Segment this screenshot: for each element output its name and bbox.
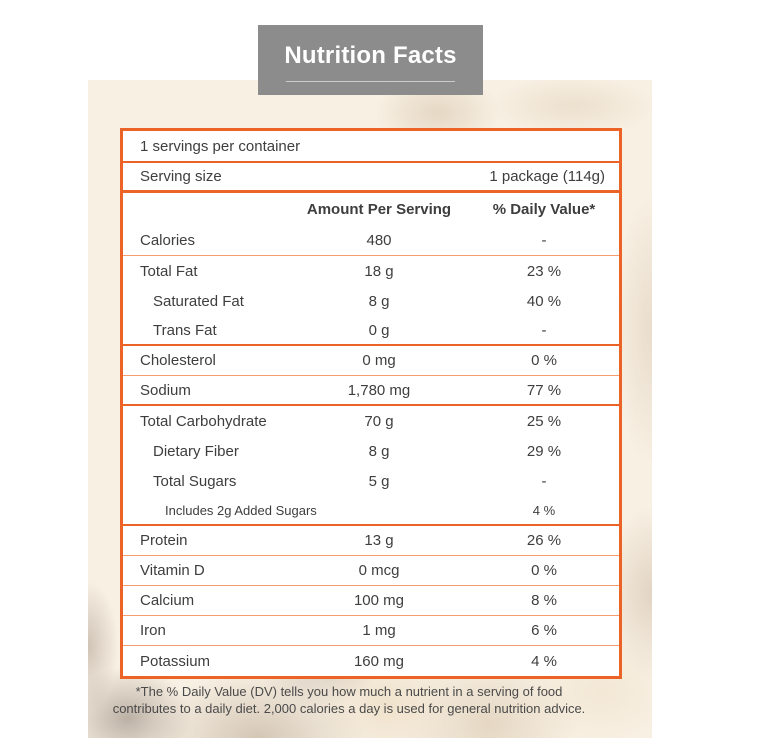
nutrient-amount: 480 — [366, 232, 392, 249]
nutrient-row-vitamin-d — [123, 556, 619, 586]
banner-title: Nutrition Facts — [284, 42, 457, 69]
nutrient-amount: 0 mg — [362, 352, 396, 369]
nutrient-amount: 100 mg — [353, 592, 405, 609]
nutrient-daily-value: 29 % — [526, 442, 562, 460]
nutrient-name: Saturated Fat — [153, 292, 244, 310]
nutrient-daily-value: 40 % — [526, 292, 562, 310]
nutrient-name: Dietary Fiber — [153, 442, 239, 460]
nutrient-amount: 18 g — [364, 262, 394, 280]
nutrient-row-calcium — [123, 586, 619, 616]
nutrient-daily-value: - — [541, 232, 547, 249]
nutrient-daily-value: 8 % — [531, 592, 557, 609]
nutrient-daily-value: 26 % — [526, 532, 562, 549]
nutrient-name: Potassium — [140, 652, 211, 670]
nutrient-name: Vitamin D — [140, 562, 205, 579]
column-header-row — [123, 193, 619, 226]
nutrient-name: Total Carbohydrate — [140, 412, 267, 430]
column-header-amount: Amount Per Serving — [306, 201, 452, 218]
nutrient-amount: 8 g — [368, 292, 390, 310]
nutrient-row-dietary-fiber — [123, 436, 619, 466]
footnote-line-1: *The % Daily Value (DV) tells you how much a nutrient in a serving of food — [135, 684, 563, 699]
nutrient-daily-value: 0 % — [531, 562, 557, 579]
nutrient-daily-value: 6 % — [531, 622, 557, 639]
nutrient-daily-value: 77 % — [526, 381, 562, 399]
nutrient-amount: 5 g — [368, 472, 390, 490]
nutrient-daily-value: - — [541, 472, 547, 490]
serving-size-row — [123, 163, 619, 193]
nutrient-row-added-sugars — [123, 496, 619, 526]
nutrient-row-trans-fat — [123, 316, 619, 346]
nutrient-row-sodium — [123, 376, 619, 406]
nutrient-daily-value: 25 % — [526, 412, 562, 430]
nutrient-row-total-sugars — [123, 466, 619, 496]
nutrient-amount: 70 g — [364, 412, 394, 430]
serving-size-label: Serving size — [140, 168, 222, 185]
nutrient-daily-value: 0 % — [531, 352, 557, 369]
nutrient-row-protein — [123, 526, 619, 556]
servings-per-container-text: 1 servings per container — [140, 137, 301, 155]
nutrient-amount: 160 mg — [353, 652, 405, 670]
nutrient-amount: 0 g — [368, 321, 390, 339]
nutrient-amount: 1 mg — [362, 622, 396, 639]
serving-size-value: 1 package (114g) — [489, 168, 605, 185]
nutrition-facts-banner — [258, 25, 483, 95]
banner-underline — [286, 81, 455, 82]
nutrient-daily-value: 23 % — [526, 262, 562, 280]
nutrient-daily-value: 4 % — [531, 652, 557, 670]
nutrient-name: Iron — [140, 622, 166, 639]
daily-value-footnote — [64, 684, 634, 717]
nutrient-amount: 8 g — [368, 442, 390, 460]
nutrient-row-calories — [123, 226, 619, 256]
nutrient-name: Calcium — [140, 592, 195, 609]
nutrient-name: Total Fat — [140, 262, 198, 280]
column-header-daily-value: % Daily Value* — [492, 201, 596, 218]
nutrient-name: Trans Fat — [153, 321, 217, 339]
nutrient-row-total-fat — [123, 256, 619, 286]
nutrient-amount: 13 g — [364, 532, 394, 549]
nutrient-name: Protein — [140, 532, 188, 549]
nutrition-label-card — [120, 128, 622, 679]
nutrient-name: Includes 2g Added Sugars — [165, 502, 317, 518]
nutrient-daily-value: - — [541, 321, 547, 339]
servings-per-container-row — [123, 131, 619, 163]
nutrient-row-saturated-fat — [123, 286, 619, 316]
nutrient-name: Calories — [140, 232, 196, 249]
nutrient-row-iron — [123, 616, 619, 646]
nutrient-name: Total Sugars — [153, 472, 237, 490]
nutrient-row-cholesterol — [123, 346, 619, 376]
nutrient-daily-value: 4 % — [532, 502, 556, 518]
nutrient-row-potassium — [123, 646, 619, 676]
nutrient-name: Cholesterol — [140, 352, 216, 369]
nutrient-amount: 0 mcg — [358, 562, 400, 579]
nutrient-row-total-carbohydrate — [123, 406, 619, 436]
nutrient-name: Sodium — [140, 381, 191, 399]
footnote-line-2: contributes to a daily diet. 2,000 calories a day is used for general nutrition advice. — [112, 700, 586, 716]
nutrient-amount: 1,780 mg — [347, 381, 411, 399]
